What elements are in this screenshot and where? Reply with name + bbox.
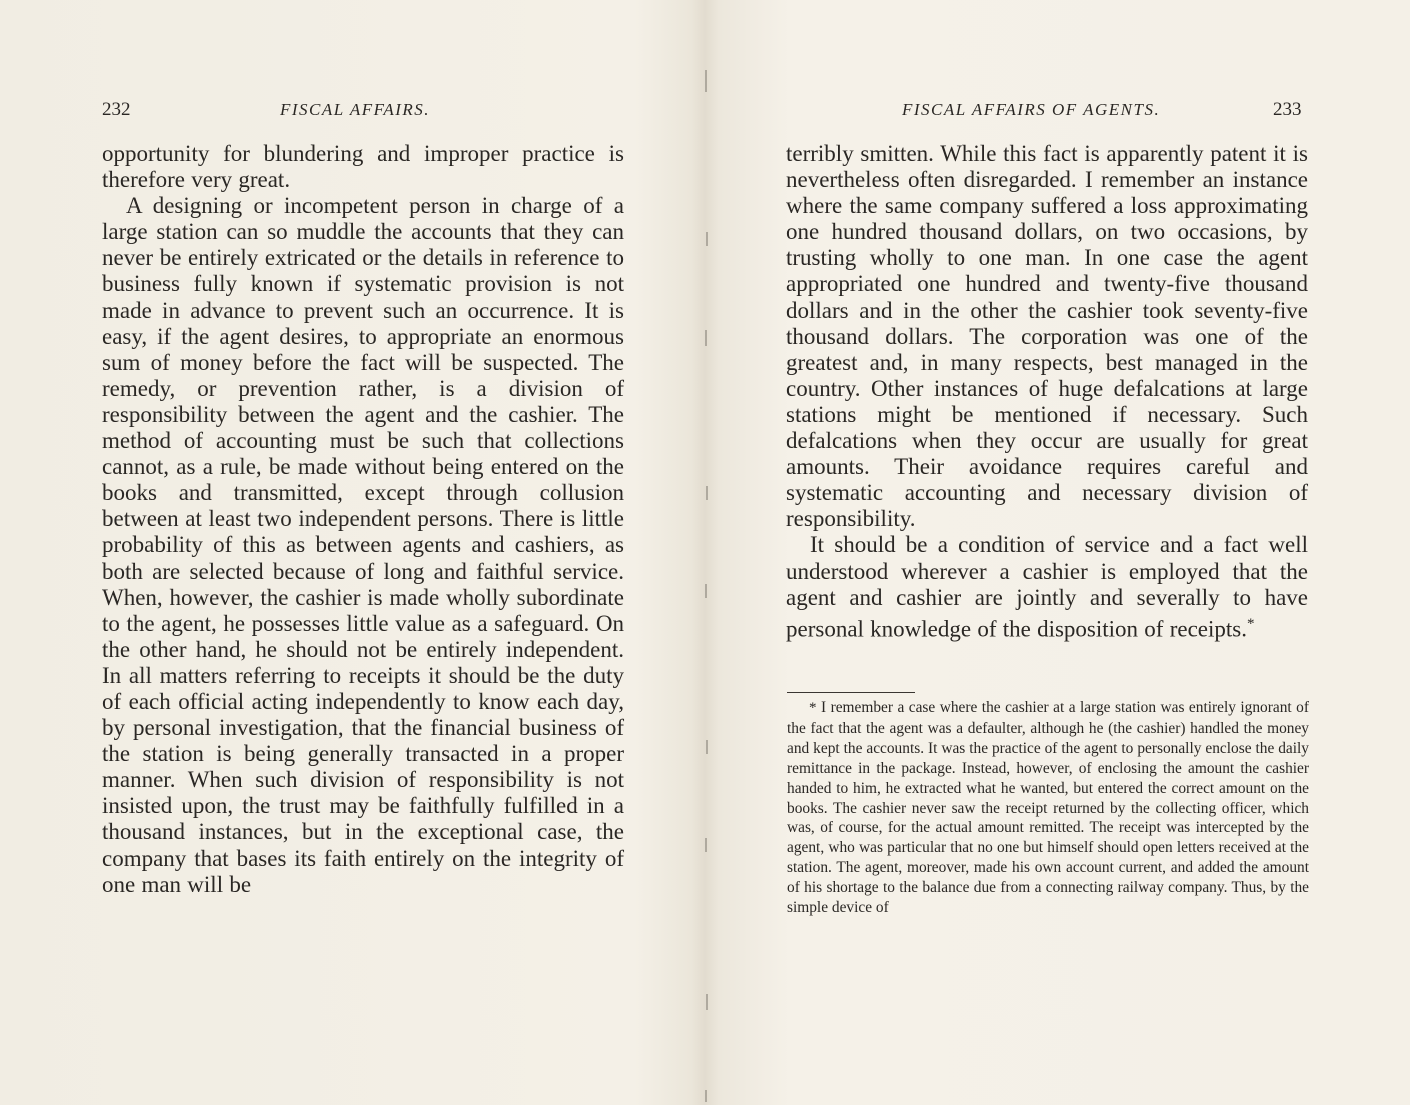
page-number: 232 <box>102 99 131 120</box>
paragraph: A designing or incompetent person in charge of a large station can so muddle the accounts that they can never be entirely extricated or the details in reference to business fully known if systematic provision is not made in advance to prevent such an occurrence. It is easy, if the agent desires, to appropriate an enormous sum of money before the fact will be suspected. The remedy, or prevention rather, is a division of responsibility between the agent and the cashier. The method of accounting must be such that collections cannot, as a rule, be made without being entered on the books and transmitted, except through collusion between at least two independent persons. There is little probability of this as between agents and cashiers, as both are selected because of long and faithful service. When, however, the cashier is made wholly subordinate to the agent, he possesses little value as a safeguard. On the other hand, he should not be entirely independent. In all matters referring to receipts it should be the duty of each official acting independently to know each day, by personal investigation, that the financial business of the station is being generally transacted in a proper manner. When such division of responsibility is not insisted upon, the trust may be faithfully fulfilled in a thousand instances, but in the exceptional case, the company that bases its faith entirely on the integrity of one man will be <box>102 193 624 897</box>
page-number: 233 <box>1273 99 1302 120</box>
footnote <box>787 698 1309 918</box>
paragraph-text: It should be a condition of service and a fact well understood wherever a cashier is employed that the agent and cashier are jointly and severally to have personal knowledge of the disposition of receipts. <box>786 532 1308 642</box>
running-head: FISCAL AFFAIRS. <box>280 100 430 119</box>
body-text <box>102 141 624 898</box>
running-head: FISCAL AFFAIRS OF AGENTS. <box>902 100 1161 119</box>
footnote-marker: * <box>809 700 817 716</box>
paragraph: terribly smitten. While this fact is apparently patent it is nevertheless often disregarded. I remember an instance where the same company suffered a loss approximating one hundred thousand dollars, on two occasions, by trusting wholly to one man. In one case the agent appropriated one hundred and twenty-five thousand dollars and in the other the cashier took seventy-five thousand dollars. The corporation was one of the greatest and, in many respects, best managed in the country. Other instances of huge defalcations at large stations might be mentioned if necessary. Such defalcations when they occur are usually for great amounts. Their avoidance requires careful and systematic accounting and necessary division of responsibility. <box>786 141 1308 532</box>
footnote-text: I remember a case where the cashier at a large station was entirely ignorant of the fact that the agent was a defaulter, although he (the cashier) handled the money and kept the accounts. It was the practice of the agent to personally enclose the daily remittance in the package. Instead, however, of enclosing the amount the cashier handed to him, he extracted what he wanted, but entered the correct amount on the books. The cashier never saw the receipt returned by the collecting officer, which was, of course, for the actual amount remitted. The receipt was intercepted by the agent, who was particular that no one but himself should open letters received at the station. The agent, moreover, made his own account current, and added the amount of his shortage to the balance due from a connecting railway company. Thus, by the simple device of <box>787 699 1309 917</box>
paragraph <box>786 532 1308 642</box>
right-page <box>705 0 1410 1105</box>
paragraph: opportunity for blundering and improper practice is therefore very great. <box>102 141 624 193</box>
body-text <box>786 141 1308 642</box>
footnote-reference[interactable]: * <box>1246 615 1255 632</box>
footnote-divider <box>787 692 915 693</box>
